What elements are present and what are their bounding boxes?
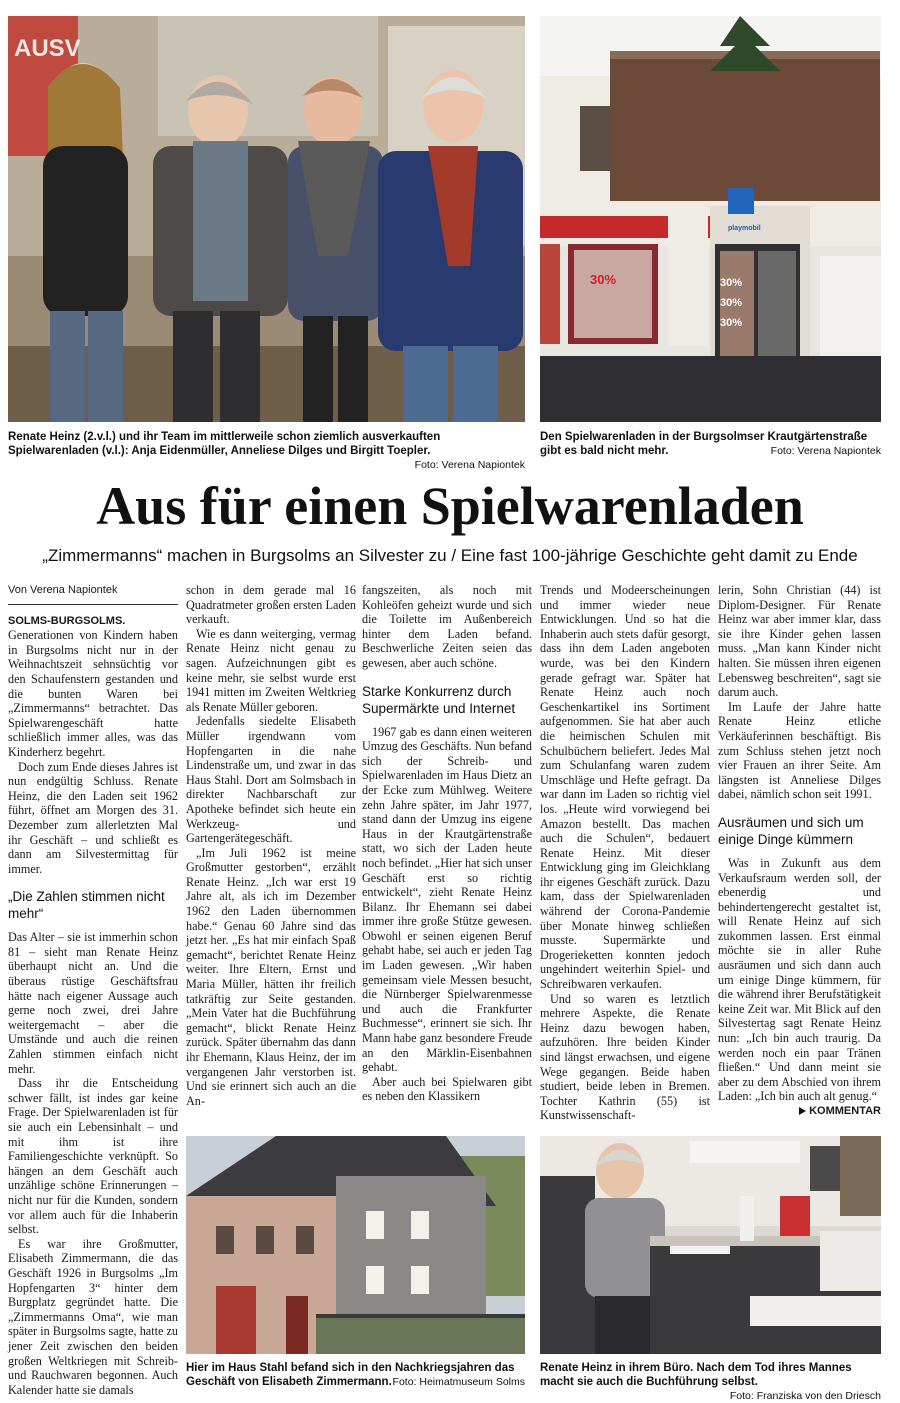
article-column-3 [362,583,532,1104]
caption-text: Den Spielwarenladen in der Burgsolmser Krautgärtenstraße gibt es bald nicht mehr. [540,431,868,457]
paragraph: Es war ihre Großmutter, Elisabeth Zimmermann, die das Geschäft 1926 in Burgsolms „Im Hopfengarten 3“ hinter dem Burgplatz gegründet hatte. Die „Zimmermanns Oma“, wie man später in Burgsolms sagte, hatte zu jener Zeit zwischen den beiden großen Weltkriegen mit Schreib- und Rauchwaren begonnen. Auch Kalender hatte sie damals [8,1236,178,1397]
article-column-2 [186,583,356,1108]
paragraph: Trends und Modeerscheinungen und immer wieder neue Entwicklungen. Und so hat die Inhaberin auch stets dafür gesorgt, dass ihn dem Laden angeboten wurde, was bei den Kindern gerade gefragt war. Später hat Renate Heinz auch noch Geschenkartikel ins Sortiment aufgenommen. Sie hat aber auch die heimischen Schulen mit Schulbüchern beliefert. Jedes Mal zum Schulanfang waren zudem Umschläge und Hefte gefragt. Da war dann im Laden so richtig viel los. „Heute wird vorwiegend bei Amazon bestellt. Das machen auch die Schulen“, bedauert Renate Heinz. Mit dieser Entwicklung ging im Gleichklang ihr eigenes Geschäft zurück. Dazu kam, dass der Spielwarenladen während der Corona-Pandemie über Monate hinweg schließen musste. Supermärkte und Drogerieketten konnten jedoch ungehindert weiterhin Spiel- und Schreibwaren verkaufen. [540,583,710,992]
article-headline: Aus für einen Spielwarenladen [96,476,804,536]
sale-tag-1: 30% [720,277,743,289]
section-heading: „Die Zahlen stimmen nicht mehr“ [8,889,165,922]
photo-credit: Foto: Franziska von den Driesch [729,1390,881,1402]
paragraph: Und so waren es letztlich mehrere Aspekte, die Renate Heinz dazu bewogen haben, aufzuhören. Ihre beiden Kinder sind längst erwachsen, und eigene Wege gegangen. Beide haben studiert, beide leben in Bremen. Tochter Kathrin (55) ist Kunstwissenschaft- [540,991,710,1123]
caption-text: Hier im Haus Stahl befand sich in den Nachkriegsjahren das Geschäft von Elisabeth Zimmermann. [186,1362,515,1388]
paragraph: Im Laufe der Jahre hatte Renate Heinz etliche Verkäuferinnen beschäftigt. Bis zum Schluss stehen jetzt noch vier Frauen an ihrer Seite. Am längsten ist Anneliese Dilges dabei, nämlich schon seit 1991. [718,699,881,802]
sale-tag-2: 30% [720,297,743,309]
haus-stahl-photo [186,1136,525,1354]
office-photo-caption [540,1361,881,1403]
sale-tag-3: 30% [720,317,743,329]
team-photo [8,16,525,422]
paragraph: Wie es dann weiterging, vermag Renate Heinz nicht genau zu sagen. Aufzeichnungen gibt es keine mehr, sie selbst wurde erst 1941 mitten im Zweiten Weltkrieg als Renate Müller geboren. [186,626,356,714]
playmobil-sign-text: playmobil [728,225,761,232]
photo-credit: Foto: Verena Napiontek [414,459,525,471]
caption-text: Renate Heinz in ihrem Büro. Nach dem Tod ihres Mannes macht sie auch die Buchführung selbst. [540,1362,852,1388]
office-photo [540,1136,881,1354]
article-column-4 [540,583,710,1123]
photo-credit: Foto: Verena Napiontek [770,445,881,457]
haus-stahl-photo-caption [186,1361,525,1389]
paragraph: 1967 gab es dann einen weiteren Umzug des Geschäfts. Nun befand sich der Schreib- und Spielwarenladen im Haus Dietz an der Ecke zum Mühlweg. Weitere zehn Jahre später, im Jahr 1977, stand dann der Umzug ins eigene Haus in der Krautgärtenstraße statt, wo sich der Laden heute noch befindet. „Hier hat sich unser Geschäft erst so richtig entwickelt“, zieht Renate Heinz Bilanz. Ihr Ehemann sei dabei immer ihre große Stütze gewesen. Obwohl er seinen eigenen Beruf gehabt habe, sei auch er jeden Tag im Laden gewesen. „Wir haben gemeinsam viele Messen besucht, die Nürnberger Spielwarenmesse und auch die Frankfurter Buchmesse“, erinnert sie sich. Ihr Mann habe ganz besondere Freude an den Märklin-Eisenbahnen gehabt. [362,724,532,1075]
article-column-5 [718,583,881,1119]
storefront-photo-caption [540,430,881,458]
arrow-right-icon [799,1107,806,1115]
paragraph: lerin, Sohn Christian (44) ist Diplom-Designer. Für Renate Heinz war aber immer klar, dass sie ihre Kinder gehen lassen muss. „Man kann Kinder nicht halten. Sie müssen ihren eigenen Lebensweg beschreiten“, sagt sie darum auch. [718,583,881,700]
caption-text: Renate Heinz (2.v.l.) und ihr Team im mittlerweile schon ziemlich ausverkauften Spielwarenladen (v.l.): Anja Eidenmüller, Anneliese Dilges und Birgitt Toepler. [8,431,441,457]
paragraph-text: Generationen von Kindern haben in Burgsolms nicht nur in der Weihnachtszeit sehnsüchtig vor den Schaufenstern gestanden und die bunten Waren bei „Zimmermanns“ betrachtet. Das Spielwarengeschäft hatte schließlich immer alles, was das Kinderherz begehrt. [8,628,178,759]
byline: Von Verena Napiontek [8,583,178,605]
paragraph: „Im Juli 1962 ist meine Großmutter gestorben“, erzählt Renate Heinz. „Ich war erst 19 Jahre alt, als ich im Dezember 1962 den Laden übernommen habe.“ Genau 60 Jahre sind das jetzt her. „Es hat mir einfach Spaß gemacht“, berichtet Renate Heinz weiter. Ihre Eltern, Ernst und Maria Müller, hätten ihr freilich tatkräftig zur Seite gestanden. „Mein Vater hat die Buchführung gemacht“, blickt Renate Heinz zurück. Später übernahm das dann ihr Ehemann, Klaus Heinz, der im vergangenen Jahr verstorben ist. Und sie erinnert sich auch an die An- [186,845,356,1108]
paragraph: schon in dem gerade mal 16 Quadratmeter großen ersten Laden verkauft. [186,583,356,627]
paragraph: Jedenfalls siedelte Elisabeth Müller irgendwann vom Hopfengarten in die nahe Lindenstraße um, und zwar in das Haus Stahl. Dort am Solmsbach in direkter Nachbarschaft zur Apotheke befindet sich heute ein Werkzeug- und Gartengerätegeschäft. [186,714,356,846]
article-subheadline: „Zimmermanns“ machen in Burgsolms an Silvester zu / Eine fast 100-jährige Geschichte geht damit zu Ende [42,546,858,565]
kommentar-link[interactable] [799,1104,881,1119]
paragraph: Dass ihr die Entscheidung schwer fällt, ist indes gar keine Frage. Der Spielwarenladen ist für sie auch ein Lebensinhalt – und mit ihm ist ihre Familiengeschichte verknüpft. So hängen an dem Geschäft auch unzählige schöne Erinnerungen – nicht nur für die Kunden, sondern vor allem auch für die Inhaberin selbst. [8,1076,178,1237]
paragraph: Doch zum Ende dieses Jahres ist nun endgültig Schluss. Renate Heinz, die den Laden seit 1962 führt, öffnet am Morgen des 31. Dezember zum allerletzten Mal ihr Geschäft – und schließt es dann am Silvestermittag für immer. [8,759,178,876]
section-heading: Ausräumen und sich um einige Dinge kümmern [718,814,864,847]
team-photo-caption [8,430,525,472]
sale-sign-text: AUSV [14,35,81,62]
article-column-1 [8,583,178,1397]
paragraph: Das Alter – sie ist immerhin schon 81 – sieht man Renate Heinz überhaupt nicht an. Und die überaus rüstige Geschäftsfrau hätte nach eigener Aussage auch gerne noch zwei, drei Jahre weitergemacht – aber die Umstände und auch die reinen Zahlen stimmen einfach nicht mehr. [8,930,178,1076]
paragraph: fangszeiten, als noch mit Kohleöfen geheizt wurde und sich die Toilette im Außenbereich hinter dem Laden befand. Beschwerliche Zeiten seien das gewesen, aber auch schöne. [362,583,532,670]
window-sale-text: 30% [590,272,617,287]
storefront-photo [540,16,881,422]
paragraph: Was in Zukunft aus dem Verkaufsraum werden soll, der ebenerdig und behindertengerecht gestaltet ist, will Renate Heinz auf sich zukommen lassen. Erst einmal möchte sie in aller Ruhe ausräumen und sich dann auch um einige Dinge kümmern, für die während ihrer Berufstätigkeit keine Zeit war. Mit Blick auf den Silvestertag sagt Renate Heinz nun: „Ich bin auch traurig. Da werden noch ein paar Tränen fließen.“ Und dann meint sie aber zu dem Abschied von ihrem Laden: „Ich bin auch alt genug.“ [718,855,881,1104]
photo-credit: Foto: Heimatmuseum Solms [392,1376,525,1388]
kommentar-label: KOMMENTAR [809,1105,881,1117]
paragraph: Aber auch bei Spielwaren gibt es neben den Klassikern [362,1074,532,1104]
section-heading: Starke Konkurrenz durch Supermärkte und Internet [362,683,516,716]
dateline: SOLMS-BURGSOLMS. [8,614,126,627]
paragraph [8,613,178,760]
